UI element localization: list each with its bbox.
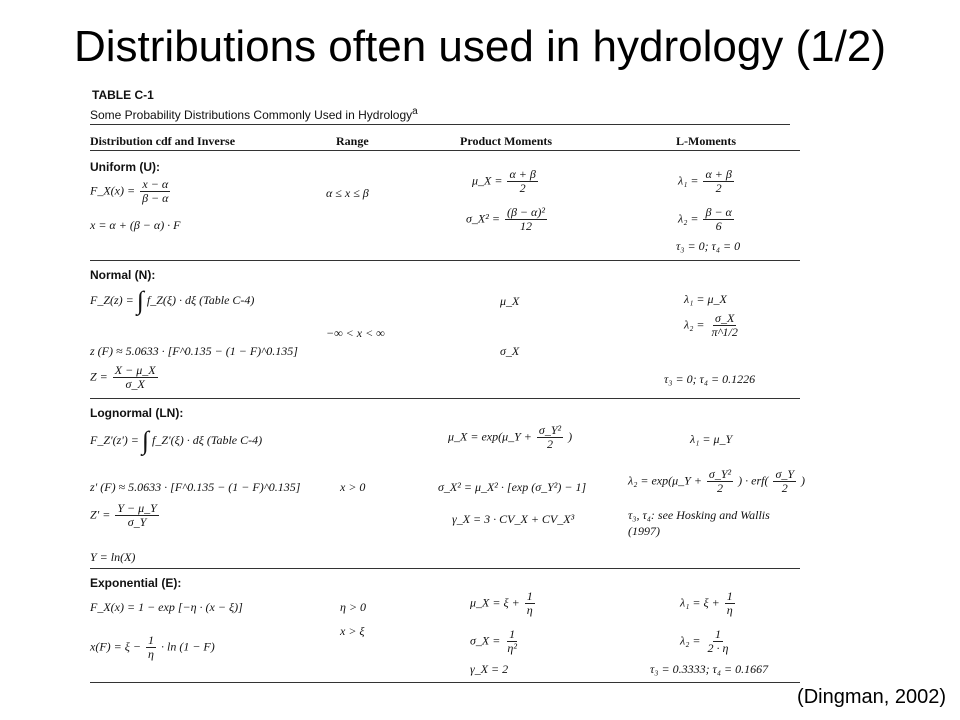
normal-range: −∞ < x < ∞ [326, 326, 385, 340]
lognormal-variance: σ_X² = μ_X² · [exp (σ_Y²) − 1] [438, 480, 587, 494]
lognormal-transform: Y = ln(X) [90, 550, 136, 564]
integral-sign: ∫ [136, 286, 144, 315]
lognormal-standardize: Z' = $\frac{Y - \mu\_Y}{\sigma\_Y}$ [90, 501, 157, 529]
rule-header [90, 150, 800, 151]
normal-l2: λ₂ = $\frac{\sigma\_X}{\pi\^{}1/2}$ [684, 311, 738, 339]
lognormal-cdf: F_Z'(z') = ∫ f_Z'(ξ) · dξ (Table C-4) [90, 426, 263, 455]
citation: (Dingman, 2002) [797, 686, 946, 708]
slide-title: Distributions often used in hydrology (1/2) [74, 22, 886, 71]
section-uniform: Uniform (U): [90, 160, 160, 174]
rule-bottom [90, 682, 800, 683]
lognormal-l2: λ₂ = exp(μ_Y + $\frac{\text{σ\_Y²}}{2}$ ) · erf( $\frac{\sigma\_Y}{2}$ ) [628, 467, 806, 495]
uniform-mean: μ_X = $\frac{\alpha + \beta}{2}$ [472, 167, 536, 195]
section-normal: Normal (N): [90, 268, 156, 282]
header-product-moments: Product Moments [460, 134, 553, 148]
header-l-moments: L-Moments [676, 134, 736, 148]
distribution-table [90, 88, 810, 684]
rule-uniform [90, 260, 800, 261]
normal-inverse: z (F) ≈ 5.0633 · [F^0.135 − (1 − F)^0.135] [90, 344, 298, 358]
rule-top [90, 124, 790, 125]
uniform-variance: σ_X² = $\frac{\text{(β − α)²}}{12}$ [466, 205, 545, 233]
normal-tau: τ₃ = 0; τ₄ = 0.1226 [664, 372, 756, 386]
lognormal-tau-year: (1997) [628, 524, 660, 538]
exponential-range-x: x > ξ [340, 624, 365, 638]
exponential-l1: λ₁ = ξ + $\frac{1}{\eta}$ [680, 589, 733, 617]
normal-standardize: Z = $\frac{X - \mu\_X}{\sigma\_X}$ [90, 363, 156, 391]
uniform-range: α ≤ x ≤ β [326, 186, 369, 200]
lognormal-skew: γ_X = 3 · CV_X + CV_X³ [452, 512, 575, 526]
table-caption: Some Probability Distributions Commonly Used in Hydrology$^a$ [90, 106, 418, 122]
exponential-sd: σ_X = $\frac{1}{\text{η²}}$ [470, 627, 517, 655]
uniform-l1: λ₁ = $\frac{\alpha + \beta}{2}$ [678, 167, 732, 195]
header-range: Range [336, 134, 369, 148]
lognormal-tau: τ₃, τ₄: see Hosking and Wallis [628, 508, 770, 522]
lognormal-mean: μ_X = exp(μ_Y + $\frac{\text{σ\_Y²}}{2}$ ) [448, 423, 573, 451]
lognormal-range: x > 0 [340, 480, 366, 494]
normal-l1: λ₁ = μ_X [684, 292, 727, 306]
lognormal-inverse: z' (F) ≈ 5.0633 · [F^0.135 − (1 − F)^0.135] [90, 480, 301, 494]
uniform-tau: τ₃ = 0; τ₄ = 0 [676, 239, 741, 253]
integral-sign: ∫ [141, 426, 150, 455]
exponential-inverse: x(F) = ξ − $\frac{1}{\eta}$ · ln (1 − F) [90, 633, 215, 661]
section-lognormal: Lognormal (LN): [90, 406, 184, 420]
uniform-l2: λ₂ = $\frac{\beta - \alpha}{6}$ [678, 205, 732, 233]
exponential-l2: λ₂ = $\frac{1}{2 \cdot \eta}$ [680, 627, 729, 655]
normal-mean: μ_X [500, 294, 520, 308]
exponential-tau: τ₃ = 0.3333; τ₄ = 0.1667 [650, 662, 769, 676]
normal-cdf: F_Z(z) = ∫ f_Z(ξ) · dξ (Table C-4) [90, 286, 255, 315]
rule-normal [90, 398, 800, 399]
exponential-cdf: F_X(x) = 1 − exp [−η · (x − ξ)] [90, 600, 243, 614]
rule-lognormal [90, 568, 800, 569]
exponential-range-eta: η > 0 [340, 600, 367, 614]
uniform-cdf: F_X(x) = $\frac{x - \alpha}{\beta - \alpha}$ [90, 177, 169, 205]
exponential-mean: μ_X = ξ + $\frac{1}{\eta}$ [470, 589, 533, 617]
uniform-inverse: x = α + (β − α) · F [90, 218, 181, 232]
header-distribution: Distribution cdf and Inverse [90, 134, 236, 148]
section-exponential: Exponential (E): [90, 576, 182, 590]
caption-footnote-mark: a [412, 106, 418, 117]
lognormal-l1: λ₁ = μ_Y [690, 432, 733, 446]
exponential-skew: γ_X = 2 [470, 662, 509, 676]
normal-sd: σ_X [500, 344, 520, 358]
table-label: TABLE C-1 [92, 88, 154, 102]
